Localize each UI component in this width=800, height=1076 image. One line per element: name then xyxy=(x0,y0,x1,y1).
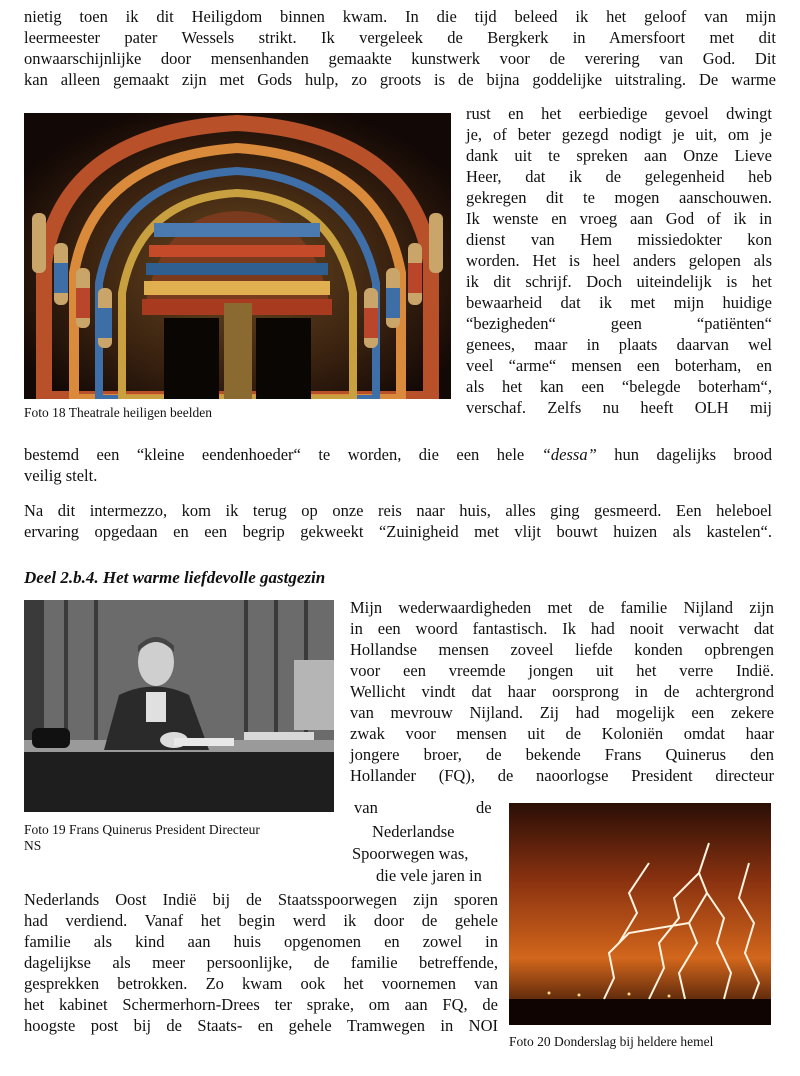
text-line: je, of beter gezegd nodigt je uit, om je xyxy=(466,125,772,144)
text-line: verschaf. Zelfs nu heeft OLH mij xyxy=(466,398,772,417)
text-line: “bezigheden“ geen “patiënten“ xyxy=(466,314,772,333)
text-line: genees, maar in plaats daarvan wel xyxy=(466,335,772,354)
text-line: het kabinet Schermerhorn-Drees ter sprake, om aan FQ, de xyxy=(24,995,498,1014)
text-line: voor een vreemde jongen uit het verre Indië. xyxy=(350,661,774,680)
text-line: hoogste post bij de Staats- en gehele Tramwegen in NOI xyxy=(24,1016,498,1035)
caption-line: NS xyxy=(24,838,42,853)
text-line: nietig toen ik dit Heiligdom binnen kwam. In die tijd beleed ik het geloof van mijn xyxy=(24,7,776,26)
word-spoorwegen: Spoorwegen was, xyxy=(352,844,469,863)
caption-foto-19 xyxy=(24,822,260,854)
middle-text xyxy=(350,787,498,892)
caption-foto-18: Foto 18 Theatrale heiligen beelden xyxy=(24,405,212,420)
text-line: zwak voor mensen uit de Koloniën omdat haar xyxy=(350,724,774,743)
text-line: bestemd een “kleine eendenhoeder“ te worden, die een hele “dessa” hun dagelijks brood xyxy=(24,445,772,464)
text-line: Na dit intermezzo, kom ik terug op onze reis naar huis, alles ging gesmeerd. Een heleboel xyxy=(24,501,772,520)
text-line: als het kan een “belegde boterham“, xyxy=(466,377,772,396)
paragraph-intermezzo xyxy=(24,500,772,542)
text-line: Nederlands Oost Indië bij de Staatsspoorwegen zijn sporen xyxy=(24,890,498,909)
text-line: onwaarschijnlijke door mensenhanden gemaakte kunstwerk voor de verering van God. Dit xyxy=(24,49,776,68)
text-line: gesprekken betrokken. Zo kwam ook het voornemen van xyxy=(24,974,498,993)
text-line: ik dit schrijf. Doch uiteindelijk is het xyxy=(466,272,772,291)
text-line: veel “arme“ mensen een boterham, en xyxy=(466,356,772,375)
text-line: veilig stelt. xyxy=(24,466,98,485)
text-line: leermeester pater Wessels strikt. Ik vergeleek de Bergkerk in Amersfoort met dit xyxy=(24,28,776,47)
bottom-paragraph xyxy=(24,889,498,1036)
text-line: dienst van Hem missiedokter kon xyxy=(466,230,772,249)
word-van: van xyxy=(354,798,378,817)
text-line: jongere broer, de bekende Frans Quinerus den xyxy=(350,745,774,764)
text-line: bewaarheid dat ik met mijn huidige xyxy=(466,293,772,312)
photo-frans-quinerus xyxy=(24,600,334,812)
text-line: Ik wenste en vroeg aan God of ik in xyxy=(466,209,772,228)
side-paragraph-2 xyxy=(350,597,774,786)
text-line: dank uit te spreken aan Onze Lieve xyxy=(466,146,772,165)
word-nederlandse: Nederlandse xyxy=(372,822,455,841)
caption-line: Foto 19 Frans Quinerus President Directeur xyxy=(24,822,260,837)
text-line: Wellicht vindt dat haar oorsprong in de achtergrond xyxy=(350,682,774,701)
photo-lightning xyxy=(509,803,771,1025)
continuation-paragraph xyxy=(24,444,772,486)
text-line: van mevrouw Nijland. Zij had mogelijk een zekere xyxy=(350,703,774,722)
text-line: Heer, dat ik de gelegenheid heb xyxy=(466,167,772,186)
text-line: in een woord fantastisch. Ik had nooit verwacht dat xyxy=(350,619,774,638)
text-line: rust en het eerbiedige gevoel dwingt xyxy=(466,104,772,123)
dessa-term: “dessa” xyxy=(541,445,597,464)
photo-cathedral-portal xyxy=(24,113,451,399)
text-line: kan alleen gemaakt zijn met Gods hulp, zo groots is de bijna goddelijke uitstraling. De warme xyxy=(24,70,776,89)
section-heading: Deel 2.b.4. Het warme liefdevolle gastgezin xyxy=(24,568,326,587)
text-line: ervaring opgedaan en een begrip gekweekt “Zuinigheid met vlijt bouwt huizen als kastelen“. xyxy=(24,522,772,541)
word-de: de xyxy=(476,798,492,817)
caption-foto-20: Foto 20 Donderslag bij heldere hemel xyxy=(509,1034,714,1049)
word-vele-jaren: die vele jaren in xyxy=(376,866,482,885)
text-line: Hollander (FQ), de naoorlogse President directeur xyxy=(350,766,774,785)
text-line: had verdiend. Vanaf het begin werd ik door de gehele xyxy=(24,911,498,930)
text-line: gekregen dit te mogen aanschouwen. xyxy=(466,188,772,207)
text-line: familie als kind aan huis opgenomen en zowel in xyxy=(24,932,498,951)
intro-paragraph xyxy=(24,6,776,90)
text-line: Mijn wederwaardigheden met de familie Nijland zijn xyxy=(350,598,774,617)
text-line: dagelijkse als meer persoonlijke, de familie betreffende, xyxy=(24,953,498,972)
text-line: worden. Het is heel anders gelopen als xyxy=(466,251,772,270)
side-paragraph-1 xyxy=(466,103,772,418)
text-line: Hollandse mensen zoveel liefde konden opbrengen xyxy=(350,640,774,659)
